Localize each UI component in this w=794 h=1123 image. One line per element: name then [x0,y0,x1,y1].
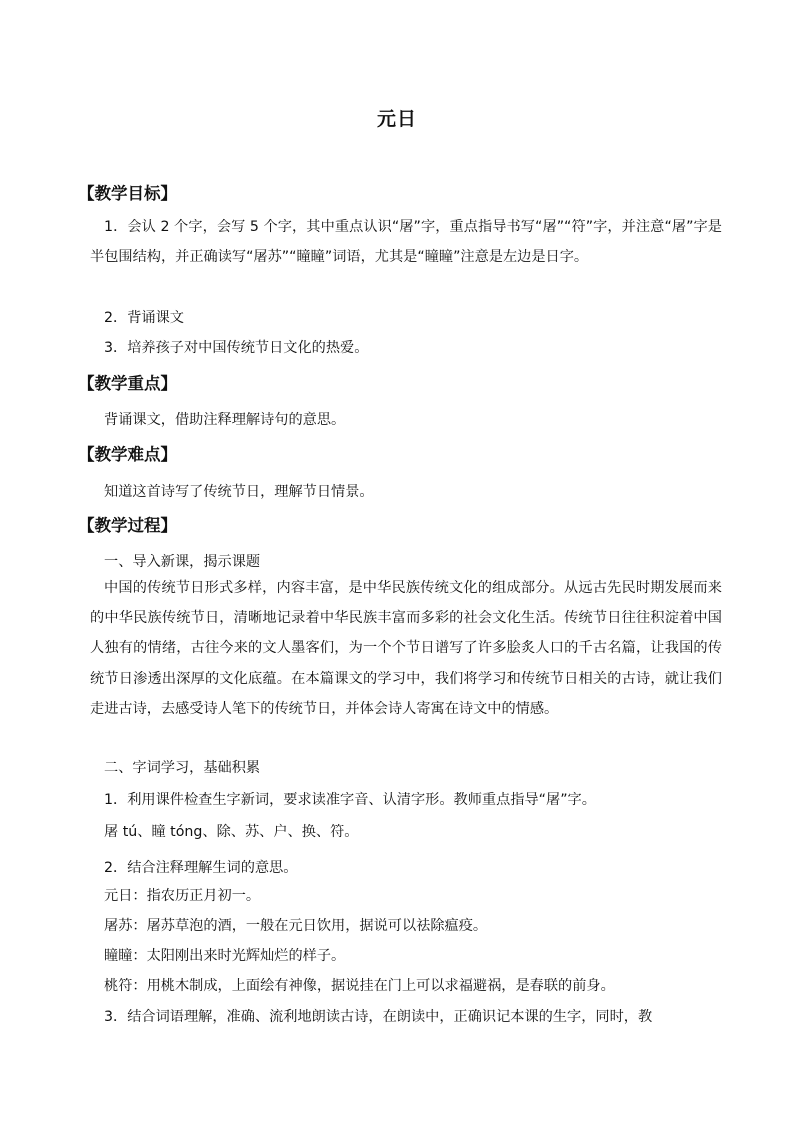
gloss-tusu: 屠苏：屠苏草泡的酒，一般在元日饮用，据说可以祛除瘟疫。 [104,918,488,934]
gloss-yuanri: 元日：指农历正月初一。 [104,888,261,904]
goal-item-1: 1．会认 2 个字，会写 5 个字，其中重点认识“屠”字，重点指导书写“屠”“符”字，并注意“屠”字是半包围结构，并正确读写“屠苏”“瞳瞳”词语，尤其是“瞳瞳”注意是左边是日字。 [90,219,722,266]
goal-item-2: 2．背诵课文 [104,310,184,326]
heading-key-points: 【教学重点】 [78,374,177,393]
process-step2-chars: 屠 tú、瞳 tóng、除、苏、户、换、符。 [104,824,359,840]
difficulties-text: 知道这首诗写了传统节日，理解节日情景。 [104,484,374,500]
process-step2-item1: 1．利用课件检查生字新词，要求读准字音、认清字形。教师重点指导“屠”字。 [104,792,596,808]
gloss-tongtong: 瞳瞳：太阳刚出来时光辉灿烂的样子。 [104,948,346,964]
goal-item-3: 3．培养孩子对中国传统节日文化的热爱。 [104,340,369,356]
process-step1-title: 一、导入新课，揭示课题 [104,554,261,570]
process-step2-item3: 3．结合词语理解，准确、流利地朗读古诗，在朗读中，正确识记本课的生字，同时，教 [104,1009,653,1025]
process-step1-text: 中国的传统节日形式多样，内容丰富，是中华民族传统文化的组成部分。从远古先民时期发展而来的中华民族传统节日，清晰地记录着中华民族丰富而多彩的社会文化生活。传统节日往往积淀着中国人独有的情绪，古往今来的文人墨客们，为一个个节日谱写了许多脍炙人口的千古名篇，让我国的传统节日渗透出深厚的文化底蕴。在本篇课文的学习中，我们将学习和传统节日相关的古诗，就让我们走进古诗，去感受诗人笔下的传统节日，并体会诗人寄寓在诗文中的情感。 [90,580,722,717]
key-points-text: 背诵课文，借助注释理解诗句的意思。 [104,412,346,428]
process-step2-title: 二、字词学习，基础积累 [104,760,261,776]
heading-teaching-process: 【教学过程】 [78,516,177,535]
document-title: 元日 [376,108,417,130]
process-step2-item2: 2．结合注释理解生词的意思。 [104,860,298,876]
heading-difficulties: 【教学难点】 [78,445,177,464]
heading-teaching-goals: 【教学目标】 [78,184,177,203]
gloss-taofu: 桃符：用桃木制成，上面绘有神像，据说挂在门上可以求福避祸，是春联的前身。 [104,978,615,994]
